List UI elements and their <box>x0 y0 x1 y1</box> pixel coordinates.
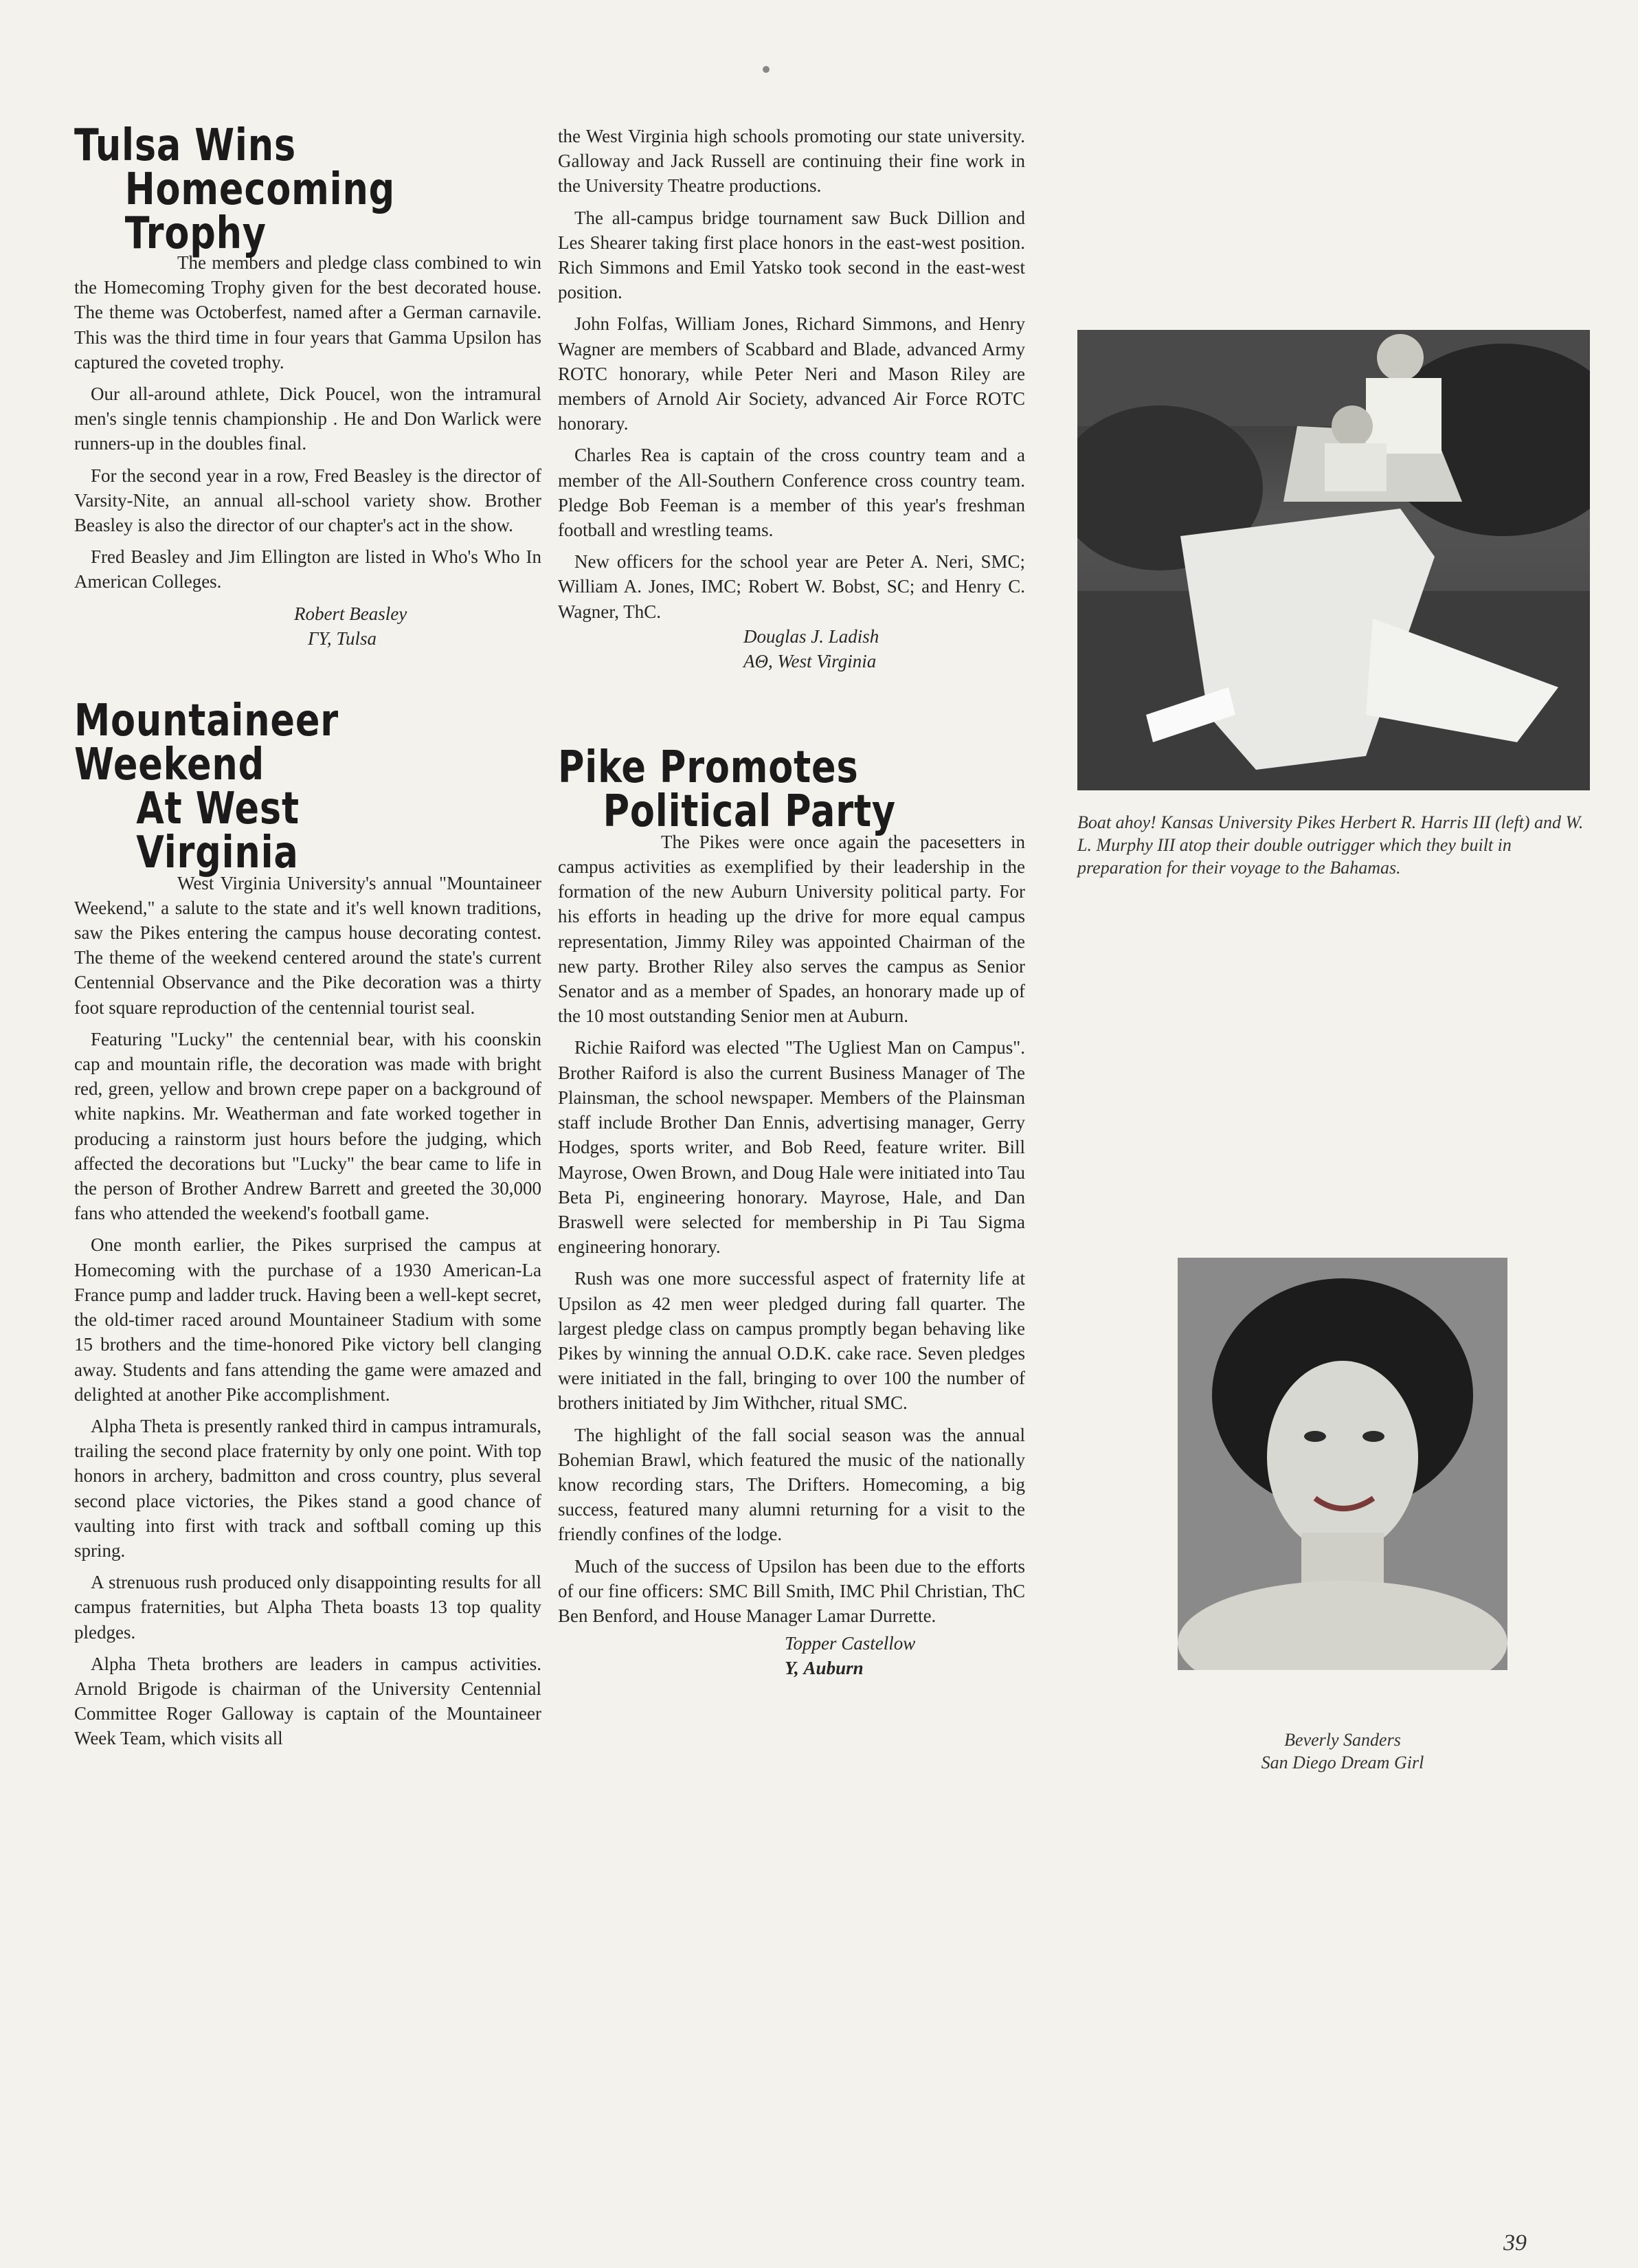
signature <box>74 601 541 651</box>
stray-dot <box>763 66 770 73</box>
paragraph: Our all-around athlete, Dick Poucel, won the intramural men's single tennis championship . He and Don Warlick were runners-up in the doubles final. <box>74 383 541 454</box>
headline-line: Pike Promotes <box>558 742 859 793</box>
boat-caption: Boat ahoy! Kansas University Pikes Herbert R. Harris III (left) and W. L. Murphy III atop their double outrigger which they built in preparation for their voyage to the Bahamas. <box>1077 812 1584 878</box>
article-mountaineer <box>74 871 541 1751</box>
signature <box>558 1631 1025 1680</box>
paragraph: West Virginia University's annual "Mountaineer Weekend," a salute to the state and it's well known traditions, saw the Pikes entering the campus house decorating contest. The theme of the weekend centered around the state's current Centennial Observance and the Pike decoration was a thirty foot square reproduction of the centennial tourist seal. <box>74 872 541 1018</box>
portrait-caption <box>1178 1728 1507 1774</box>
headline-mountaineer <box>74 695 458 878</box>
headline-tulsa <box>74 120 458 259</box>
paragraph: Charles Rea is captain of the cross country team and a member of the All-Southern Conference cross country team. Pledge Bob Feeman is a member of this year's freshman football and wrestling teams. <box>558 445 1025 541</box>
signature-chapter: AΘ, West Virginia <box>743 650 877 671</box>
headline-line: Homecoming Trophy <box>124 164 396 259</box>
headline-line: Mountaineer Weekend <box>74 695 339 790</box>
headline-pike <box>558 742 941 837</box>
paragraph: The all-campus bridge tournament saw Buck Dillion and Les Shearer taking first place honors in the east-west position. Rich Simmons and Emil Yatsko took second in the east-west position. <box>558 207 1025 303</box>
column-left <box>74 120 541 1758</box>
paragraph: New officers for the school year are Peter A. Neri, SMC; William A. Jones, IMC; Robert W. Bobst, SC; and Henry C. Wagner, ThC. <box>558 551 1025 622</box>
paragraph: For the second year in a row, Fred Beasley is the director of Varsity-Nite, an annual all-school variety show. Brother Beasley is also the director of our chapter's act in the show. <box>74 465 541 536</box>
headline-line: At West Virginia <box>136 783 300 878</box>
article-pike <box>558 830 1025 1680</box>
portrait-illustration <box>1178 1258 1507 1670</box>
paragraph: Much of the success of Upsilon has been due to the efforts of our fine officers: SMC Bill Smith, IMC Phil Christian, ThC Ben Benford, and House Manager Lamar Durrette. <box>558 1555 1025 1626</box>
article-mountaineer-continued <box>558 124 1025 674</box>
paragraph: Alpha Theta brothers are leaders in campus activities. Arnold Brigode is chairman of the University Centennial Committee Roger Galloway is captain of the Mountaineer Week Team, which visits all <box>74 1653 541 1749</box>
paragraph: Featuring "Lucky" the centennial bear, with his coonskin cap and mountain rifle, the decoration was made with bright red, green, yellow and brown crepe paper on a background of white napkins. Mr. Weatherman and fate worked together in producing a rainstorm just hours before the judging, which affected the decorations but "Lucky" the bear came to life in the person of Brother Andrew Barrett and greeted the 30,000 fans who attended the weekend's football game. <box>74 1028 541 1224</box>
paragraph: the West Virginia high schools promoting our state university. Galloway and Jack Russell are continuing their fine work in the University Theatre productions. <box>558 126 1025 197</box>
signature <box>558 624 1025 674</box>
paragraph: The highlight of the fall social season was the annual Bohemian Brawl, which featured the music of the nationally know recording stars, The Drifters. Homecoming, a big success, featured many alumni returning for a visit to the friendly confines of the lodge. <box>558 1424 1025 1545</box>
paragraph: Alpha Theta is presently ranked third in campus intramurals, trailing the second place fraternity by only one point. With top honors in archery, badmitton and cross country, plus several second place victories, the Pikes stand a good chance of vaulting into first with track and softball coming up this spring. <box>74 1415 541 1561</box>
signature-name: Topper Castellow <box>785 1633 916 1654</box>
paragraph: A strenuous rush produced only disappointing results for all campus fraternities, but Alpha Theta boasts 13 top quality pledges. <box>74 1572 541 1643</box>
column-middle <box>558 124 1025 1680</box>
headline-line: Tulsa Wins <box>74 120 296 171</box>
boat-illustration <box>1077 330 1590 790</box>
paragraph: John Folfas, William Jones, Richard Simmons, and Henry Wagner are members of Scabbard and Blade, advanced Army ROTC honorary, while Peter Neri and Mason Riley are members of Arnold Air Society, advanced Air Force ROTC honorary. <box>558 313 1025 434</box>
signature-chapter: ΓΥ, Tulsa <box>308 627 377 649</box>
paragraph: The Pikes were once again the pacesetters in campus activities as exemplified by their leadership in the formation of the new Auburn University political party. For his efforts in heading up the drive for more equal campus representation, Jimmy Riley was appointed Chairman of the new party. Brother Riley also serves the campus as Senior Senator and as a member of Spades, an honorary made up of the 10 most outstanding Senior men at Auburn. <box>558 831 1025 1027</box>
paragraph: One month earlier, the Pikes surprised the campus at Homecoming with the purchase of a 1930 American-La France pump and ladder truck. Having been a well-kept secret, the old-timer raced around Mountaineer Stadium with some 15 brothers and the time-honored Pike victory bell clanging away. Students and fans attending the game were amazed and delighted at another Pike accomplishment. <box>74 1234 541 1405</box>
paragraph: The members and pledge class combined to win the Homecoming Trophy given for the best decorated house. The theme was Octoberfest, named after a German carnavile. This was the third time in four years that Gamma Upsilon has captured the coveted trophy. <box>74 252 541 373</box>
signature-chapter: Υ, Auburn <box>785 1658 864 1679</box>
portrait-title: San Diego Dream Girl <box>1261 1753 1424 1772</box>
article-tulsa <box>74 250 541 651</box>
boat-photo <box>1077 330 1590 790</box>
paragraph: Rush was one more successful aspect of fraternity life at Upsilon as 42 men weer pledged during fall quarter. The largest pledge class on campus promptly began behaving like Pikes by winning the annual O.D.K. cake race. Seven pledges were initiated in the fall, bringing to over 100 the number of brothers initiated by Jim Withcher, ritual SMC. <box>558 1268 1025 1414</box>
paragraph: Fred Beasley and Jim Ellington are listed in Who's Who In American Colleges. <box>74 546 541 592</box>
page-number: 39 <box>1503 2230 1527 2256</box>
portrait-name: Beverly Sanders <box>1284 1730 1401 1750</box>
paragraph: Richie Raiford was elected "The Ugliest Man on Campus". Brother Raiford is also the current Business Manager of The Plainsman, the school newspaper. Members of the Plainsman staff include Brother Dan Ennis, advertising manager, Gerry Hodges, sports writer, and Bob Reed, feature writer. Bill Mayrose, Owen Brown, and Doug Hale were initiated into Tau Beta Pi, engineering honorary. Mayrose, Hale, and Dan Braswell were selected for membership in Pi Tau Sigma engineering honorary. <box>558 1037 1025 1258</box>
signature-name: Douglas J. Ladish <box>743 625 879 647</box>
portrait-photo <box>1178 1258 1507 1670</box>
signature-name: Robert Beasley <box>294 603 407 624</box>
headline-line: Political Party <box>603 786 896 837</box>
